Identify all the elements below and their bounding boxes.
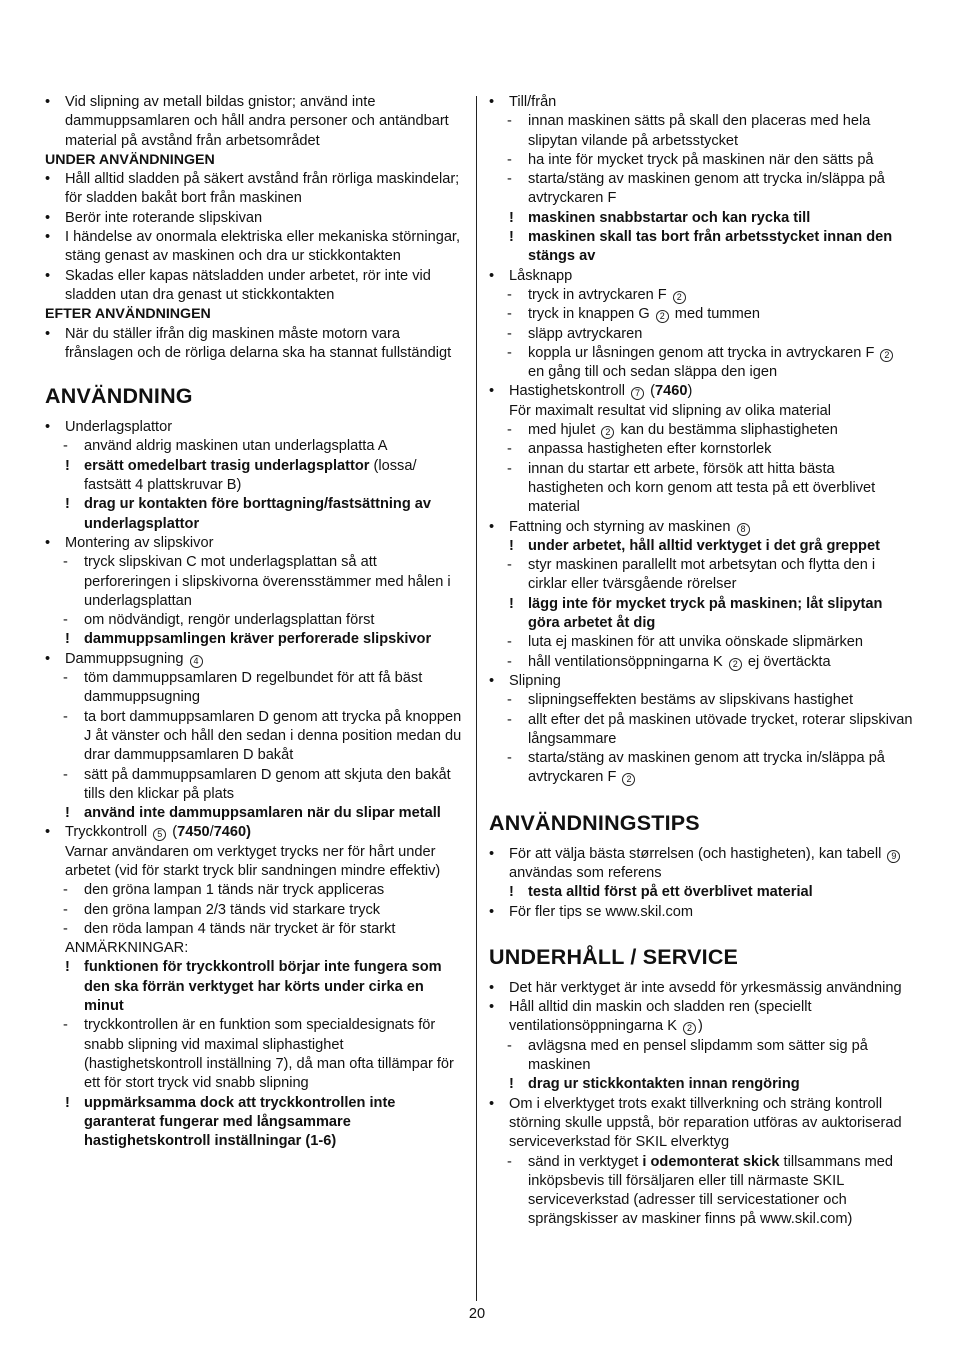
left-column <box>45 93 465 1151</box>
item-text: den gröna lampan 1 tänds när tryck appliceras <box>84 882 385 899</box>
dash-item <box>45 437 465 456</box>
list-item <box>489 267 913 286</box>
list-item <box>45 650 465 669</box>
item-text: Montering av slipskivor <box>65 534 214 551</box>
warning-text: drag ur kontakten före borttagning/fastsättning av underlagsplattor <box>84 496 432 532</box>
item-text: tillsammans med inköpsbevis till försäljaren eller till närmaste SKIL serviceverkstad (adresser till servicestationer och sprängskisser av maskiner finns på www.skil.com) <box>528 1153 894 1228</box>
item-text: Dammuppsugning <box>65 650 184 667</box>
dash-item <box>45 553 465 611</box>
item-text: slipningseffekten bestäms av slipskivans hastighet <box>528 692 854 709</box>
dash-item <box>489 170 913 209</box>
reference-number-icon: 9 <box>887 850 900 863</box>
warning-item <box>45 1094 465 1152</box>
warning-text: uppmärksamma dock att tryckkontrollen inte garanterat fungerar med långsammare hastighetskontroll inställningar (1-6) <box>84 1094 396 1150</box>
item-text: avlägsna med en pensel slipdamm som sätter sig på maskinen <box>528 1037 868 1074</box>
warning-text: dammuppsamlingen kräver perforerade slipskivor <box>84 631 432 648</box>
reference-number-icon: 2 <box>683 1022 696 1035</box>
list-item <box>489 903 913 922</box>
item-text: Vid slipning av metall bildas gnistor; använd inte dammuppsamlaren och håll andra personer och antändbart material på avstånd från arbetsområdet <box>65 94 449 149</box>
item-text: en gång till och sedan släppa den igen <box>528 364 778 381</box>
item-text: den gröna lampan 2/3 tänds vid starkare tryck <box>84 901 381 918</box>
item-text: Det här verktyget är inte avsedd för yrkesmässig användning <box>509 979 902 996</box>
model-number: 7450 <box>177 824 210 841</box>
page-number: 20 <box>468 1306 486 1322</box>
list-item <box>45 267 465 306</box>
item-text: använd aldrig maskinen utan underlagsplatta A <box>84 438 388 455</box>
list-item <box>489 93 913 112</box>
reference-number-icon: 2 <box>729 658 742 671</box>
dash-item <box>45 669 465 708</box>
item-text: ) <box>698 1018 703 1035</box>
list-item <box>45 418 465 437</box>
item-text: Tryckkontroll <box>65 824 148 841</box>
list-item <box>45 93 465 151</box>
dash-item <box>489 691 913 710</box>
item-text: med hjulet <box>528 422 596 439</box>
reference-number-icon: 7 <box>631 387 644 400</box>
reference-number-icon: 2 <box>880 349 893 362</box>
list-item <box>489 845 913 884</box>
dash-item <box>45 766 465 805</box>
dash-item <box>45 920 465 939</box>
dash-item <box>489 421 913 440</box>
reference-number-icon: 2 <box>673 291 686 304</box>
item-text: töm dammuppsamlaren D regelbundet för att få bäst dammuppsugning <box>84 670 423 706</box>
item-text: ej övertäckta <box>743 653 831 670</box>
dash-item <box>489 633 913 652</box>
warning-text: under arbetet, håll alltid verktyget i det grå greppet <box>528 537 880 554</box>
list-item <box>45 228 465 267</box>
dash-item <box>489 112 913 151</box>
item-text: ( <box>168 824 178 841</box>
item-text: sätt på dammuppsamlaren D genom att skjuta den bakåt tills den klickar på plats <box>84 766 451 802</box>
item-text: Låsknapp <box>509 267 573 284</box>
item-text: luta ej maskinen för att unvika oönskade slipmärken <box>528 634 864 651</box>
dash-item <box>489 344 913 383</box>
item-text: ( <box>646 383 655 400</box>
dash-item <box>489 711 913 750</box>
remarks-label: ANMÄRKNINGAR: <box>65 940 189 957</box>
reference-number-icon: 2 <box>601 426 614 439</box>
dash-item <box>489 286 913 305</box>
item-text: Om i elverktyget trots exakt tillverkning och sträng kontroll störning skulle uppstå, bör reparation utföras av auktoriserad serviceverkstad för SKIL elverktyg <box>509 1095 902 1151</box>
item-text: släpp avtryckaren <box>528 325 643 342</box>
item-text: tryckkontrollen är en funktion som specialdesignats för snabb slipning vid maximal sliphastighet (hastighetskontroll inställning 7), då man ofta tillämpar för ett för stort tryck vid snabb slipning <box>84 1017 454 1092</box>
section-title-usage: ANVÄNDNING <box>45 384 193 409</box>
model-number: 7460 <box>654 383 688 400</box>
dash-item <box>489 653 913 672</box>
dash-item <box>489 1037 913 1076</box>
dash-item <box>489 749 913 788</box>
item-text: starta/stäng av maskinen genom att trycka in/släppa på avtryckaren F <box>528 750 885 786</box>
dash-item <box>45 708 465 766</box>
dash-item <box>45 901 465 920</box>
item-text: Håll alltid sladden på säkert avstånd från rörliga maskindelar; för sladden bakåt bort från maskinen <box>65 171 460 207</box>
item-text: Fattning och styrning av maskinen <box>509 518 731 535</box>
section-title-tips: ANVÄNDNINGSTIPS <box>489 810 700 835</box>
dash-item <box>489 1153 913 1230</box>
warning-text: funktionen för tryckkontroll börjar inte fungera som den ska förrän verktyget har körts under cirka en minut <box>84 959 442 1015</box>
warning-item <box>45 630 465 649</box>
list-item <box>45 325 465 364</box>
column-divider <box>476 96 477 1301</box>
warning-item <box>489 595 913 634</box>
dash-item <box>489 556 913 595</box>
item-text: Håll alltid din maskin och sladden ren (speciellt ventilationsöppningarna K <box>509 999 812 1035</box>
dash-item <box>489 460 913 518</box>
list-item <box>489 518 913 537</box>
warning-item <box>45 495 465 534</box>
right-column <box>489 93 913 1230</box>
warning-text: använd inte dammuppsamlaren när du slipar metall <box>84 805 441 822</box>
item-text: / <box>209 824 214 841</box>
dash-item <box>489 440 913 459</box>
reference-number-icon: 5 <box>153 828 166 841</box>
warning-text: testa alltid först på ett överblivet material <box>528 884 813 901</box>
list-item <box>45 209 465 228</box>
item-text: Hastighetskontroll <box>509 383 625 400</box>
warning-text: ersätt omedelbart trasig underlagsplattor <box>84 457 370 474</box>
dash-item <box>45 611 465 630</box>
model-number: 7460) <box>213 824 252 841</box>
item-text: sänd in verktyget <box>528 1153 643 1170</box>
list-item <box>489 979 913 998</box>
list-item <box>45 823 465 842</box>
subheading-under-use: UNDER ANVÄNDNINGEN <box>45 151 215 168</box>
item-text: Underlagsplattor <box>65 419 173 436</box>
item-text: allt efter det på maskinen utövade trycket, roterar slipskivan långsammare <box>528 711 913 747</box>
item-text: När du ställer ifrån dig maskinen måste motorn vara frånslagen och de rörliga delarna ska ha stannat fullständigt <box>65 325 452 361</box>
item-text: innan du startar ett arbete, försök att hitta bästa hastigheten och korn genom att testa på ett överblivet material <box>528 460 876 516</box>
reference-number-icon: 8 <box>737 523 750 536</box>
item-text: med tummen <box>670 306 760 323</box>
item-text: ) <box>687 383 693 400</box>
section-title-service: UNDERHÅLL / SERVICE <box>489 944 739 969</box>
warning-text: lägg inte för mycket tryck på maskinen; låt slipytan göra arbetet åt dig <box>528 595 883 632</box>
dash-item <box>489 305 913 324</box>
warning-text: maskinen skall tas bort från arbetsstycket innan den stängs av <box>528 229 893 265</box>
warning-text: maskinen snabbstartar och kan rycka till <box>528 209 811 226</box>
item-text: För att välja bästa størrelsen (och hastigheten), kan tabell <box>509 845 882 862</box>
item-text: För fler tips se www.skil.com <box>509 903 694 920</box>
item-text: håll ventilationsöppningarna K <box>528 653 723 670</box>
list-item <box>489 382 913 401</box>
dash-item <box>45 1016 465 1093</box>
item-text: anpassa hastigheten efter kornstorlek <box>528 441 772 458</box>
warning-item <box>489 537 913 556</box>
item-text: om nödvändigt, rengör underlagsplattan först <box>84 612 375 629</box>
item-text: starta/stäng av maskinen genom att trycka in/släppa på avtryckaren F <box>528 171 885 207</box>
item-text: tryck in avtryckaren F <box>528 286 667 303</box>
list-item <box>45 170 465 209</box>
item-text: Berör inte roterande slipskivan <box>65 209 263 226</box>
item-text: innan maskinen sätts på skall den placeras med hela slipytan vilande på arbetsstycket <box>528 113 871 149</box>
item-text: kan du bestämma sliphastigheten <box>616 422 838 439</box>
dash-item <box>489 151 913 170</box>
item-text: Slipning <box>509 672 561 689</box>
subheading-after-use: EFTER ANVÄNDNINGEN <box>45 306 211 323</box>
item-text: ha inte för mycket tryck på maskinen när den sätts på <box>528 151 874 168</box>
emphasis-text: i odemonterat skick <box>642 1153 780 1170</box>
warning-item <box>489 883 913 902</box>
warning-item <box>45 958 465 1016</box>
item-text: (lossa/ fastsätt 4 plattskruvar B) <box>84 457 417 494</box>
warning-item <box>489 228 913 267</box>
item-text: I händelse av onormala elektriska eller mekaniska störningar, stäng genast av maskinen och dra ur stickkontakten <box>65 229 461 265</box>
item-text: Till/från <box>509 94 557 110</box>
reference-number-icon: 2 <box>656 310 669 323</box>
warning-text: drag ur stickkontakten innan rengöring <box>528 1076 800 1093</box>
dash-item <box>489 325 913 344</box>
list-item <box>489 998 913 1037</box>
item-text: användas som referens <box>509 864 662 881</box>
reference-number-icon: 2 <box>622 773 635 786</box>
warning-item <box>489 1075 913 1094</box>
dash-item <box>45 881 465 900</box>
item-text: ta bort dammuppsamlaren D genom att trycka på knoppen J åt vänster och håll den sedan i denna position medan du drar dammuppsamlaren D bakåt <box>84 708 462 764</box>
item-note: Varnar användaren om verktyget trycks ner för hårt under arbetet (vid för starkt tryck blir sandningen mindre effektiv) <box>65 843 441 879</box>
list-item <box>489 1095 913 1153</box>
item-text: tryck slipskivan C mot underlagsplattan så att perforeringen i slipskivorna överensstämmer med hålen i underlagsplattan <box>84 554 451 609</box>
warning-item <box>45 804 465 823</box>
item-text: Skadas eller kapas nätsladden under arbetet, rör inte vid sladden utan dra genast ut stickkontakten <box>65 267 431 303</box>
item-text: tryck in knappen G <box>528 306 650 323</box>
list-item <box>489 672 913 691</box>
warning-item <box>489 209 913 228</box>
item-note: För maximalt resultat vid slipning av olika material <box>509 402 831 419</box>
item-text: koppla ur låsningen genom att trycka in avtryckaren F <box>528 344 875 361</box>
list-item <box>45 534 465 553</box>
warning-item <box>45 457 465 496</box>
item-text: den röda lampan 4 tänds när trycket är för starkt <box>84 920 396 937</box>
reference-number-icon: 4 <box>190 655 203 668</box>
item-text: styr maskinen parallellt mot arbetsytan och flytta den i cirklar eller tvärsgående rörelser <box>528 557 876 593</box>
